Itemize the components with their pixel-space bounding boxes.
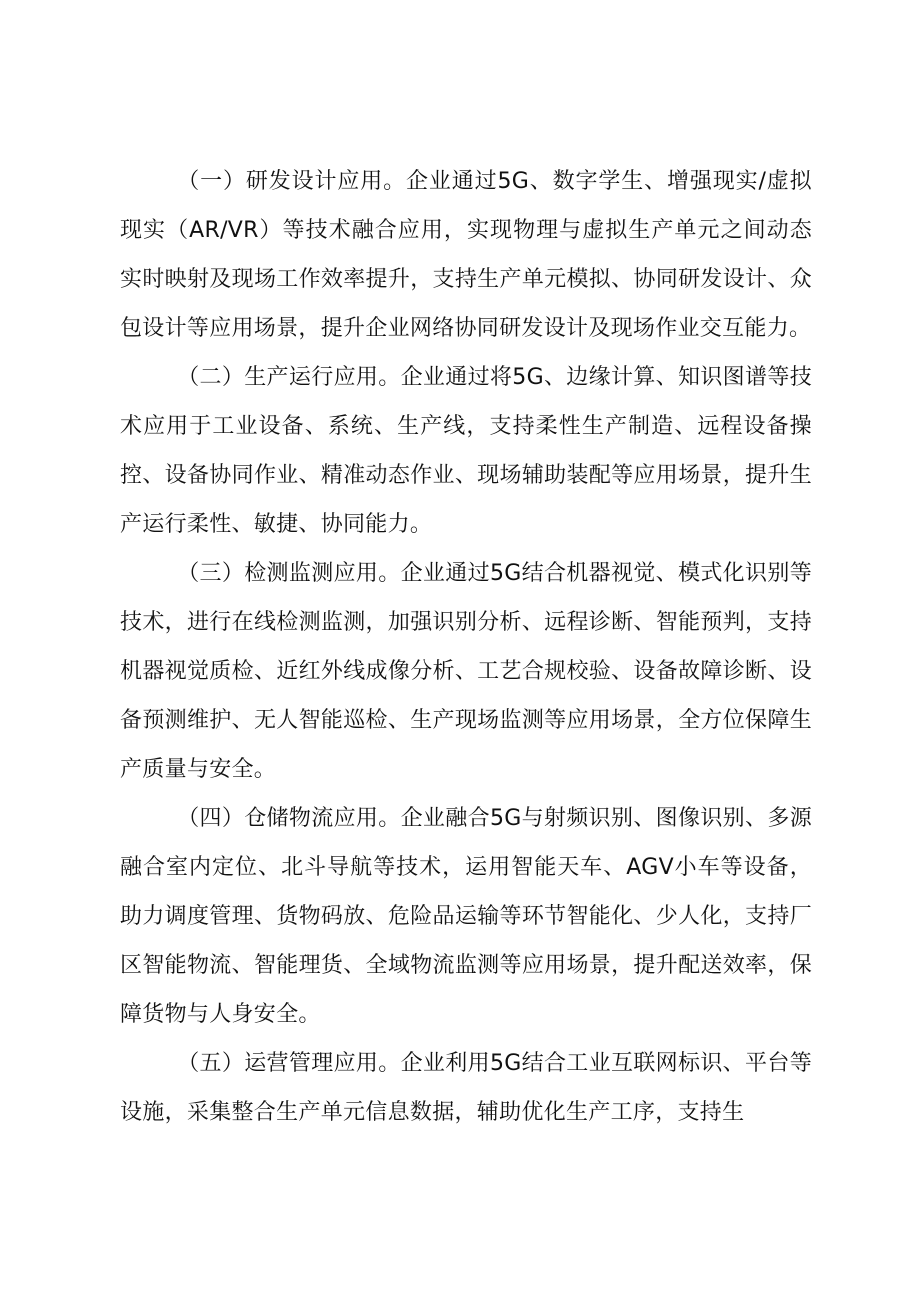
paragraph-warehouse-logistics: （四）仓储物流应用。企业融合5G与射频识别、图像识别、多源融合室内定位、北斗导航等技术，运用智能天车、AGV小车等设备，助力调度管理、货物码放、危险品运输等环节智能化、少人化，支持厂区智能物流、智能理货、全域物流监测等应用场景，提升配送效率，保障货物与人身安全。 [120,806,812,1027]
paragraph-rd-design: （一）研发设计应用。企业通过5G、数字学生、增强现实/虚拟现实（AR/VR）等技术融合应用，实现物理与虚拟生产单元之间动态实时映射及现场工作效率提升，支持生产单元模拟、协同研发设计、众包设计等应用场景，提升企业网络协同研发设计及现场作业交互能力。 [120,169,812,341]
paragraph-operations-management: （五）运营管理应用。企业利用5G结合工业互联网标识、平台等设施，采集整合生产单元信息数据，辅助优化生产工序，支持生 [120,1051,812,1125]
paragraph-inspection-monitoring: （三）检测监测应用。企业通过5G结合机器视觉、模式化识别等技术，进行在线检测监测，加强识别分析、远程诊断、智能预判，支持机器视觉质检、近红外线成像分析、工艺合规校验、设备故障诊断、设备预测维护、无人智能巡检、生产现场监测等应用场景，全方位保障生产质量与安全。 [120,561,812,782]
document-body [120,157,812,1137]
paragraph-production-operation: （二）生产运行应用。企业通过将5G、边缘计算、知识图谱等技术应用于工业设备、系统、生产线，支持柔性生产制造、远程设备操控、设备协同作业、精准动态作业、现场辅助装配等应用场景，提升生产运行柔性、敏捷、协同能力。 [120,365,812,537]
